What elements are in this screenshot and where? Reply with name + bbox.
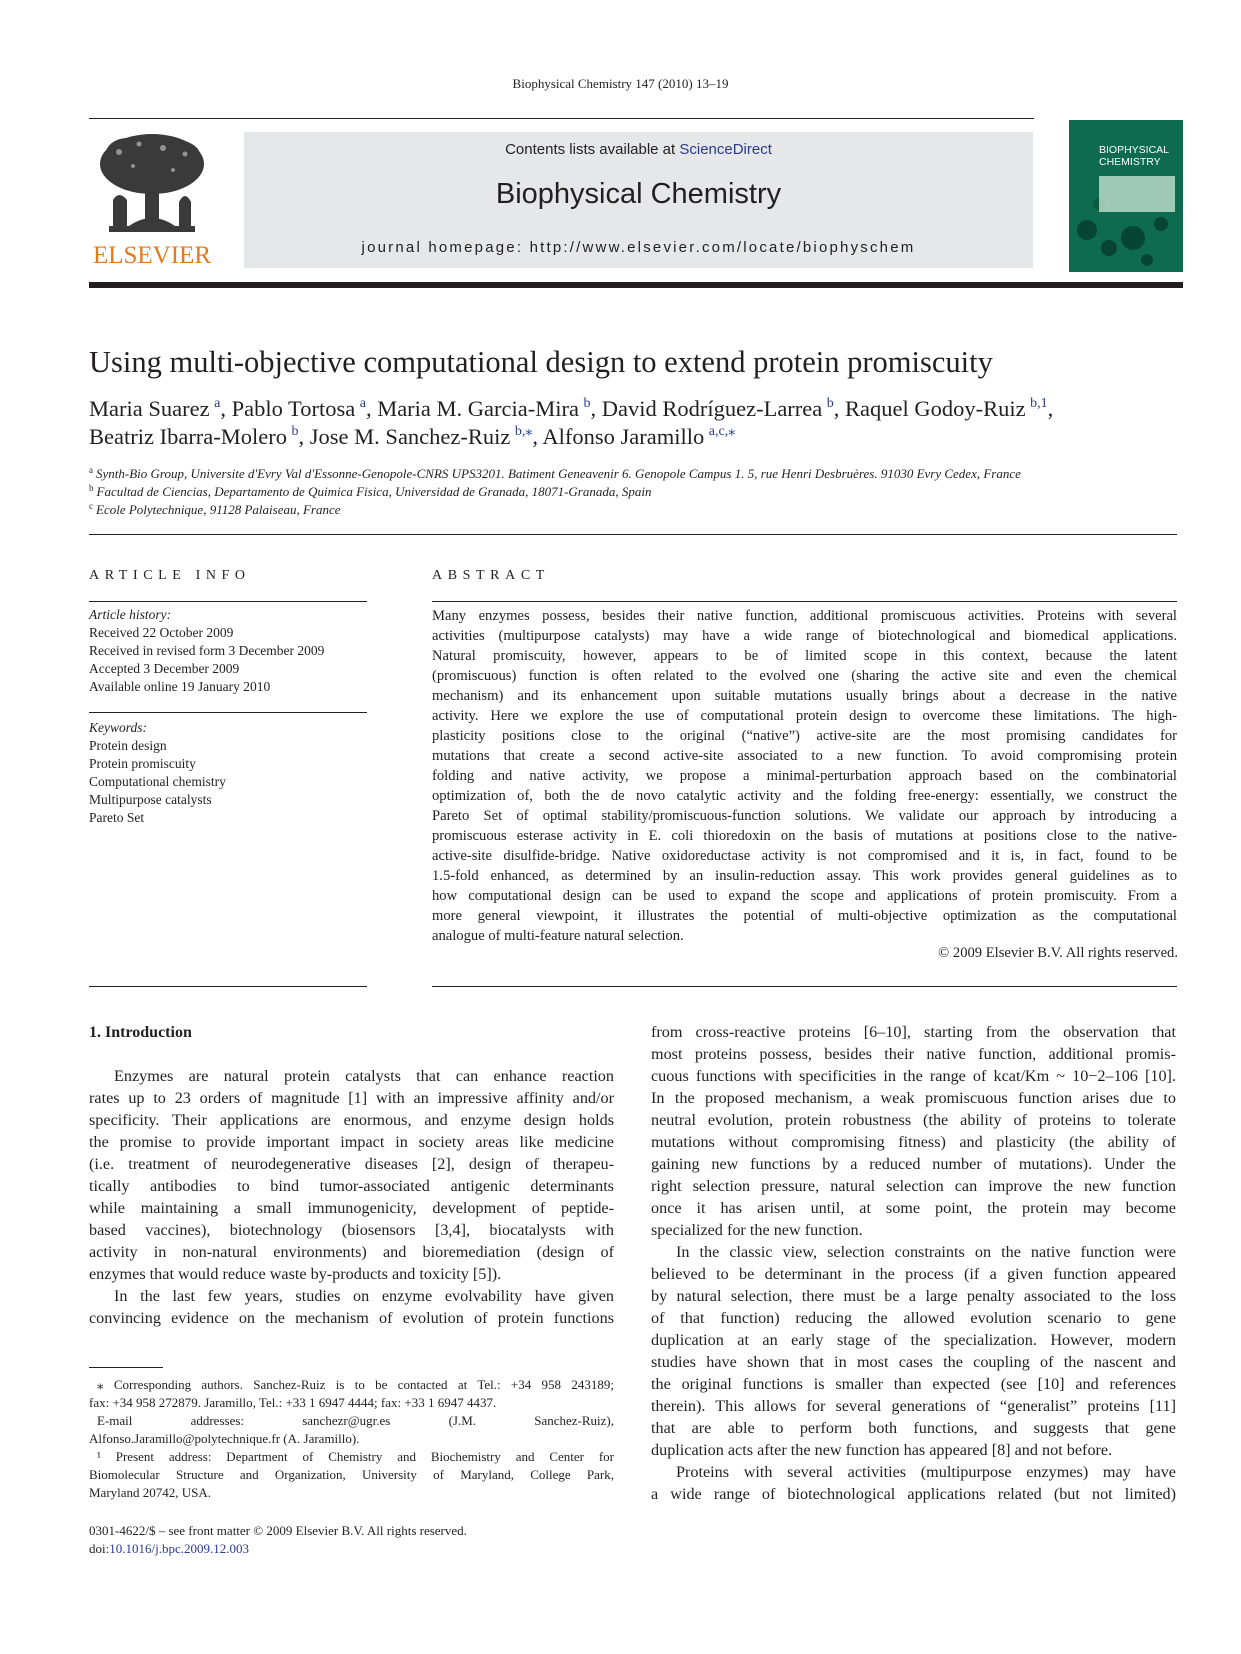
- journal-banner: [244, 132, 1033, 268]
- body-text-line: right selection pressure, natural selection can improve the new function: [651, 1177, 1176, 1195]
- contents-line: [244, 141, 1033, 158]
- cover-title-line1: BIOPHYSICAL: [1099, 144, 1170, 156]
- abstract-line: activities (multipurpose catalysts) may have a wide range of biotechnological and biomedical applications.: [432, 628, 1177, 644]
- affiliation-a: [89, 466, 1021, 482]
- affiliation-key: c: [89, 501, 93, 511]
- homepage-prefix: journal homepage:: [361, 239, 530, 256]
- journal-masthead: [89, 118, 1183, 286]
- body-text-line: based vaccines), biotechnology (biosensors [3,4], biocatalysts with: [89, 1221, 614, 1239]
- front-matter: [89, 1522, 467, 1558]
- body-text-line: In the classic view, selection constraints on the native function were: [676, 1243, 1176, 1261]
- body-text-line: believed to be determinant in the process (if a given function appeared: [651, 1265, 1176, 1283]
- abstract-rule: [432, 601, 1177, 602]
- footnote-line: Maryland 20742, USA.: [89, 1485, 212, 1500]
- author-separator: ,: [590, 396, 602, 421]
- author-name: Alfonso Jaramillo: [542, 424, 705, 449]
- author-affiliation-marker[interactable]: a: [214, 396, 221, 411]
- body-text-line: the original functions is smaller than expected (see [10] and references: [651, 1375, 1176, 1393]
- keyword: Pareto Set: [89, 810, 145, 825]
- body-column-left: [89, 1065, 614, 1329]
- abstract-line: active-site disulfide-bridge. Native oxidoreductase activity is not compromised and it is, in fact, found to be: [432, 848, 1177, 864]
- body-text-line: duplication at an early stage of the specialization. However, modern: [651, 1331, 1176, 1349]
- footnote-line: Alfonso.Jaramillo@polytechnique.fr (A. Jaramillo).: [89, 1431, 360, 1446]
- keyword: Multipurpose catalysts: [89, 792, 212, 807]
- elsevier-logo[interactable]: [89, 130, 215, 270]
- body-text-line: a wide range of biotechnological applications related (but not limited): [651, 1485, 1176, 1503]
- author-affiliation-marker[interactable]: b,⁎: [514, 424, 533, 439]
- doi-link[interactable]: 10.1016/j.bpc.2009.12.003: [109, 1541, 249, 1556]
- abstract-copyright: © 2009 Elsevier B.V. All rights reserved.: [938, 945, 1178, 961]
- journal-title: Biophysical Chemistry: [495, 178, 782, 210]
- body-text-line: while maintaining a small immunogenicity, development of peptide-: [89, 1199, 614, 1217]
- cover-band: [1099, 176, 1175, 212]
- keywords-rule: [89, 712, 367, 713]
- abstract-line: more general viewpoint, it illustrates the potential of multi-objective optimization as the computational: [432, 908, 1177, 924]
- abstract-line: optimization of, both the de novo catalytic activity and the folding free-energy: essentially, we construct the: [432, 788, 1177, 804]
- abstract-body: [432, 606, 1177, 946]
- history-item: Received 22 October 2009: [89, 625, 234, 640]
- body-text-line: rates up to 23 orders of magnitude [1] with an impressive affinity and/or: [89, 1089, 614, 1107]
- abstract-line: (promiscuous) function is often related to the evolved one (sharing the active site and even the chemical: [432, 668, 1177, 684]
- doi-line: [89, 1540, 467, 1558]
- abstract-end-rule: [432, 986, 1177, 987]
- body-text-line: of that function) reducing the allowed evolution scenario to gene: [651, 1309, 1176, 1327]
- abstract-line: how computational design can be used to expand the scope and applications of protein promiscuity. From a: [432, 888, 1177, 904]
- footnote-line: Biomolecular Structure and Organization, University of Maryland, College Park,: [89, 1467, 614, 1482]
- author-name: Maria Suarez: [89, 396, 210, 421]
- abstract-line: mutations that create a second active-site associated to a new function. To avoid compromising protein: [432, 748, 1177, 764]
- body-text-line: tically antibodies to bind tumor-associated antigenic determinants: [89, 1177, 614, 1195]
- footnote-line: ¹ Present address: Department of Chemistry and Biochemistry and Center for: [97, 1449, 614, 1464]
- body-text-line: gaining new functions by a reduced number of mutations). Under the: [651, 1155, 1176, 1173]
- author-separator: ,: [1047, 396, 1054, 421]
- elsevier-tree-icon: [89, 130, 215, 242]
- article-title: Using multi-objective computational design to extend protein promiscuity: [89, 345, 993, 379]
- history-item: Available online 19 January 2010: [89, 679, 271, 694]
- keyword: Protein design: [89, 738, 167, 753]
- masthead-top-rule: [89, 118, 1034, 119]
- article-info-heading: ARTICLE INFO: [89, 568, 251, 583]
- author-name: Pablo Tortosa: [231, 396, 356, 421]
- author-affiliation-marker[interactable]: b: [826, 396, 834, 411]
- abstract-line: 1.5-fold enhanced, as determined by an insulin-reduction assay. This work provides general guidelines as to: [432, 868, 1177, 884]
- front-matter-text: 0301-4622/$ – see front matter © 2009 Elsevier B.V. All rights reserved.: [89, 1523, 467, 1538]
- author-name: Jose M. Sanchez-Ruiz: [309, 424, 511, 449]
- history-label: Article history:: [89, 607, 172, 622]
- keyword: Computational chemistry: [89, 774, 226, 789]
- journal-cover-thumbnail[interactable]: [1069, 120, 1183, 272]
- body-text-line: the promise to provide important impact in society areas like medicine: [89, 1133, 614, 1151]
- abstract-heading: ABSTRACT: [432, 568, 550, 583]
- author-name: Beatriz Ibarra-Molero: [89, 424, 288, 449]
- body-text-line: studies have shown that in most cases the coupling of the nascent and: [651, 1353, 1176, 1371]
- cover-title: [1099, 144, 1169, 168]
- body-text-line: therein). This allows for several generations of “generalist” proteins [11]: [651, 1397, 1176, 1415]
- body-text-line: specificity. Their applications are enormous, and enzyme design holds: [89, 1111, 614, 1129]
- footnote-line: E-mail addresses: sanchezr@ugr.es (J.M. Sanchez-Ruiz),: [97, 1413, 614, 1428]
- keywords-block: [89, 719, 369, 827]
- article-history: [89, 606, 369, 696]
- affiliation-c: [89, 502, 341, 518]
- author-name: David Rodríguez-Larrea: [601, 396, 823, 421]
- homepage-link[interactable]: http://www.elsevier.com/locate/biophyschem: [529, 239, 916, 256]
- abstract-line: folding and native activity, we propose a minimal-perturbation approach based on the combinatorial: [432, 768, 1177, 784]
- section-heading-introduction: 1. Introduction: [89, 1024, 192, 1041]
- author-separator: ,: [365, 396, 378, 421]
- running-head: Biophysical Chemistry 147 (2010) 13–19: [512, 76, 729, 91]
- affiliation-text: Ecole Polytechnique, 91128 Palaiseau, France: [96, 502, 341, 517]
- body-text-line: activity in non-natural environments) and bioremediation (design of: [89, 1243, 614, 1261]
- abstract-line: Many enzymes possess, besides their native function, additional promiscuous activities. Proteins with several: [432, 608, 1177, 624]
- journal-homepage: [244, 239, 1033, 256]
- abstract-line: mechanism) and its enhancement upon suitable mutations usually brings about a decrease in the native: [432, 688, 1177, 704]
- author-separator: ,: [532, 424, 543, 449]
- contents-prefix: Contents lists available at: [505, 141, 680, 158]
- abstract-line: Natural promiscuity, however, appears to be of limited scope in this context, because the latent: [432, 648, 1177, 664]
- history-item: Accepted 3 December 2009: [89, 661, 240, 676]
- author-name: Maria M. Garcia-Mira: [377, 396, 579, 421]
- body-text-line: most proteins possess, besides their native function, additional promis-: [651, 1045, 1176, 1063]
- author-separator: ,: [298, 424, 310, 449]
- body-text-line: convincing evidence on the mechanism of evolution of protein functions: [89, 1309, 614, 1327]
- author-separator: ,: [833, 396, 846, 421]
- author-separator: ,: [220, 396, 232, 421]
- affiliation-key: b: [89, 483, 94, 493]
- elsevier-wordmark: ELSEVIER: [92, 242, 212, 269]
- body-text-line: mutations without compromising fitness) and plasticity (the ability of: [651, 1133, 1176, 1151]
- body-text-line: Proteins with several activities (multipurpose enzymes) may have: [676, 1463, 1176, 1481]
- cover-title-line2: CHEMISTRY: [1099, 156, 1161, 168]
- body-text-line: In the last few years, studies on enzyme evolvability have given: [114, 1287, 614, 1305]
- author-affiliation-marker[interactable]: b,1: [1030, 396, 1048, 411]
- doi-prefix: doi:: [89, 1541, 110, 1556]
- footnote-line: ⁎ Corresponding authors. Sanchez-Ruiz is to be contacted at Tel.: +34 958 243189;: [97, 1377, 614, 1392]
- author-name: Raquel Godoy-Ruiz: [845, 396, 1026, 421]
- footnote-line: fax: +34 958 272879. Jaramillo, Tel.: +33 1 6947 4444; fax: +33 1 6947 4437.: [89, 1395, 497, 1410]
- body-text-line: from cross-reactive proteins [6–10], starting from the observation that: [651, 1023, 1176, 1041]
- abstract-line: plasticity positions close to the original (“native”) active-site are the most promising candidates for: [432, 728, 1177, 744]
- author-affiliation-marker[interactable]: b: [291, 424, 299, 439]
- abstract-line: promiscuous esterase activity in E. coli thioredoxin on the basis of mutations at positions close to the native-: [432, 828, 1177, 844]
- masthead-bottom-rule: [89, 282, 1183, 288]
- article-info-end-rule: [89, 986, 367, 987]
- body-text-line: specialized for the new function.: [651, 1221, 863, 1239]
- footnotes: [89, 1376, 614, 1502]
- keyword: Protein promiscuity: [89, 756, 196, 771]
- footnote-rule: [89, 1367, 163, 1368]
- body-text-line: (i.e. treatment of neurodegenerative diseases [2], design of therapeu-: [89, 1155, 614, 1173]
- header-divider: [89, 534, 1177, 535]
- article-info-rule: [89, 601, 367, 602]
- abstract-line: Pareto Set of optimal stability/promiscuous-function solutions. We validate our approach by introducing a: [432, 808, 1177, 824]
- body-text-line: once it has arisen until, at some point, the protein may become: [651, 1199, 1176, 1217]
- affiliation-key: a: [89, 465, 93, 475]
- keywords-label: Keywords:: [89, 720, 147, 735]
- body-text-line: duplication acts after the new function has appeared [8] and not before.: [651, 1441, 1113, 1459]
- abstract-line: analogue of multi-feature natural selection.: [432, 928, 684, 944]
- affiliation-text: Synth-Bio Group, Universite d'Evry Val d'Essonne-Genopole-CNRS UPS3201. Batiment Geneavenir 6. Genopole Campus 1. 5, rue Henri Desbruères. 91030 Evry Cedex, France: [96, 466, 1021, 481]
- history-item: Received in revised form 3 December 2009: [89, 643, 325, 658]
- body-column-right: [651, 1021, 1176, 1505]
- body-text-line: enzymes that would reduce waste by-products and toxicity [5]).: [89, 1265, 502, 1283]
- body-text-line: cuous functions with specificities in the range of kcat/Km ~ 10−2–106 [10].: [651, 1067, 1176, 1085]
- body-text-line: that are able to perform both functions, and suggests that gene: [651, 1419, 1176, 1437]
- author-affiliation-marker[interactable]: a,c,⁎: [708, 424, 736, 439]
- affiliation-b: [89, 484, 651, 500]
- body-text-line: In the proposed mechanism, a weak promiscuous function arises due to: [651, 1089, 1176, 1107]
- author-affiliation-marker[interactable]: a: [359, 396, 366, 411]
- abstract-line: activity. Here we explore the use of computational protein design to overcome these limitations. The high-: [432, 708, 1177, 724]
- author-affiliation-marker[interactable]: b: [583, 396, 591, 411]
- body-text-line: neutral evolution, protein robustness (the ability of proteins to tolerate: [651, 1111, 1176, 1129]
- sciencedirect-link[interactable]: ScienceDirect: [679, 141, 772, 158]
- body-text-line: Enzymes are natural protein catalysts that can enhance reaction: [114, 1067, 614, 1085]
- body-text-line: by natural selection, there must be a large penalty associated to the loss: [651, 1287, 1176, 1305]
- author-list: [89, 395, 1189, 451]
- affiliation-text: Facultad de Ciencias, Departamento de Quimica Fisica, Universidad de Granada, 18071-Granada, Spain: [96, 484, 652, 499]
